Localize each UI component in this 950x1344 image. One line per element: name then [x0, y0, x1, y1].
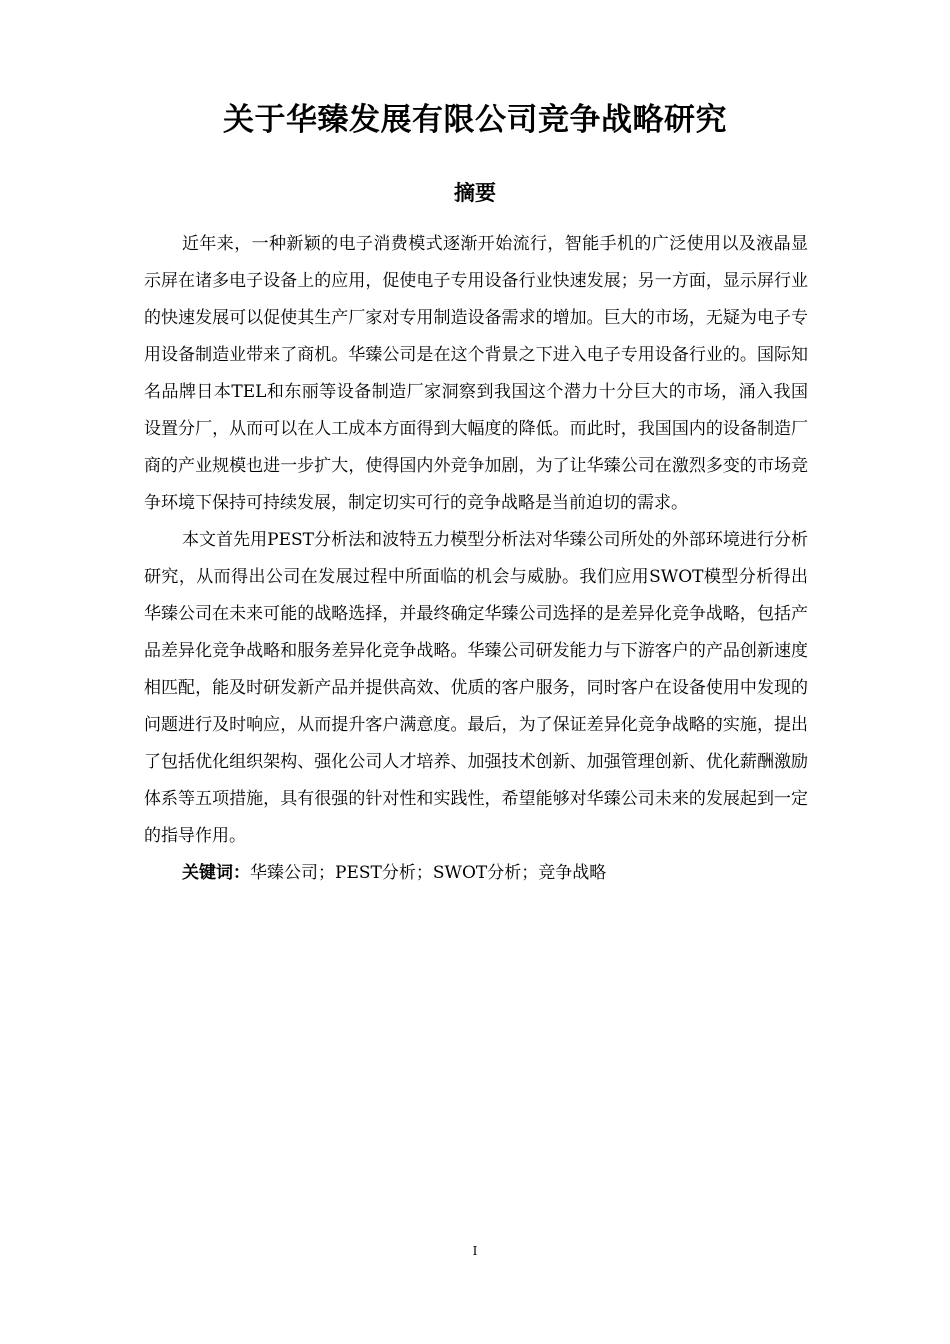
page-number: I	[472, 1244, 478, 1258]
abstract-body	[144, 226, 808, 892]
keywords-line	[144, 855, 808, 892]
abstract-heading: 摘要	[454, 181, 496, 205]
page-title: 关于华臻发展有限公司竞争战略研究	[223, 102, 727, 138]
keywords-text: 华臻公司；PEST分析；SWOT分析；竞争战略	[250, 863, 607, 883]
abstract-paragraph-1: 近年来，一种新颖的电子消费模式逐渐开始流行，智能手机的广泛使用以及液晶显示屏在诸多电子设备上的应用，促使电子专用设备行业快速发展；另一方面，显示屏行业的快速发展可以促使其生产厂家对专用制造设备需求的增加。巨大的市场，无疑为电子专用设备制造业带来了商机。华臻公司是在这个背景之下进入电子专用设备行业的。国际知名品牌日本TEL和东丽等设备制造厂家洞察到我国这个潜力十分巨大的市场，涌入我国设置分厂，从而可以在人工成本方面得到大幅度的降低。而此时，我国国内的设备制造厂商的产业规模也进一步扩大，使得国内外竞争加剧，为了让华臻公司在激烈多变的市场竞争环境下保持可持续发展，制定切实可行的竞争战略是当前迫切的需求。	[144, 234, 808, 513]
abstract-paragraph-2: 本文首先用PEST分析法和波特五力模型分析法对华臻公司所处的外部环境进行分析研究，从而得出公司在发展过程中所面临的机会与威胁。我们应用SWOT模型分析得出华臻公司在未来可能的战略选择，并最终确定华臻公司选择的是差异化竞争战略，包括产品差异化竞争战略和服务差异化竞争战略。华臻公司研发能力与下游客户的产品创新速度相匹配，能及时研发新产品并提供高效、优质的客户服务，同时客户在设备使用中发现的问题进行及时响应，从而提升客户满意度。最后，为了保证差异化竞争战略的实施，提出了包括优化组织架构、强化公司人才培养、加强技术创新、加强管理创新、优化薪酬激励体系等五项措施，具有很强的针对性和实践性，希望能够对华臻公司未来的发展起到一定的指导作用。	[144, 530, 808, 846]
keywords-label: 关键词：	[182, 863, 250, 883]
